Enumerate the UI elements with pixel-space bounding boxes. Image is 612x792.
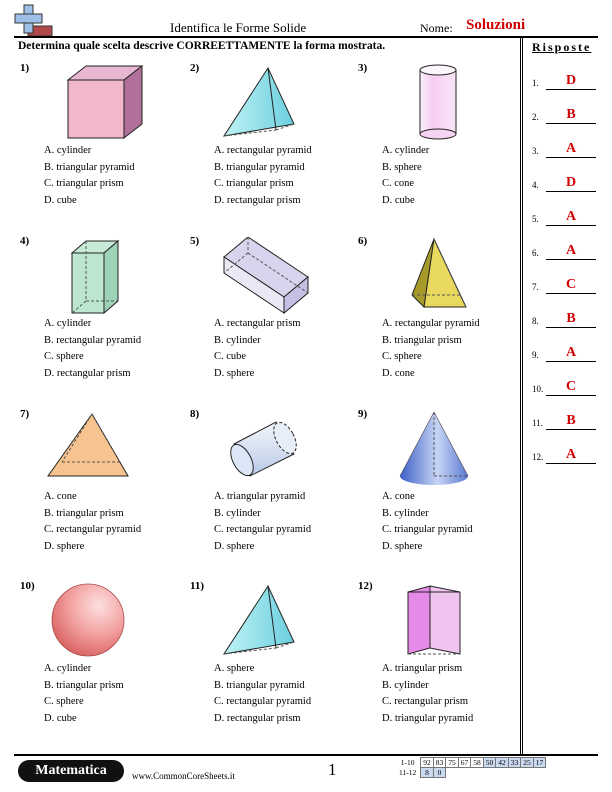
answer-option[interactable]: D. cube: [44, 712, 77, 724]
cube-figure: [34, 64, 144, 142]
answer-line: [546, 225, 596, 226]
answer-option[interactable]: C. sphere: [44, 351, 84, 362]
answer-number: 7.: [532, 282, 539, 292]
logo-icon: [14, 4, 54, 40]
answer-option[interactable]: C. cone: [382, 178, 415, 189]
answer-line: [546, 395, 596, 396]
answer-option[interactable]: D. rectangular prism: [44, 367, 131, 379]
answer-option[interactable]: C. triangular prism: [214, 178, 294, 189]
cylinder-figure: [204, 410, 314, 488]
answer-option[interactable]: A. cone: [44, 491, 77, 502]
name-value: Soluzioni: [466, 17, 526, 33]
answer-option[interactable]: C. cube: [214, 351, 247, 362]
answer-line: [546, 293, 596, 294]
answer-option[interactable]: B. triangular pyramid: [214, 679, 305, 691]
answer-line: [546, 463, 596, 464]
question-number: 7): [20, 408, 30, 420]
answer-option[interactable]: B. cylinder: [214, 334, 261, 346]
answer-option[interactable]: B. triangular prism: [44, 679, 124, 691]
answer-option[interactable]: D. rectangular prism: [214, 194, 301, 206]
triangular-prism-figure: [372, 582, 482, 660]
answer-option[interactable]: A. cylinder: [44, 145, 92, 156]
answers-title: Risposte: [532, 40, 592, 54]
answer-row: [532, 70, 596, 90]
answer-options: [382, 316, 480, 382]
answer-option[interactable]: A. sphere: [214, 663, 255, 674]
answer-option[interactable]: B. triangular prism: [382, 334, 462, 346]
answer-option[interactable]: C. sphere: [382, 351, 422, 362]
answer-row: [532, 410, 596, 430]
score-cell: 92: [421, 758, 434, 768]
answer-row: [532, 240, 596, 260]
answer-option[interactable]: C. rectangular pyramid: [44, 524, 142, 535]
question-7: [20, 408, 180, 568]
answer-option[interactable]: A. cylinder: [44, 663, 92, 674]
answer-row: [532, 376, 596, 396]
answer-line: [546, 327, 596, 328]
question-number: 6): [358, 235, 368, 247]
score-range-label: 1-10: [400, 758, 415, 767]
answer-line: [546, 361, 596, 362]
answer-option[interactable]: C. rectangular prism: [382, 696, 469, 707]
answer-option[interactable]: B. sphere: [382, 161, 422, 173]
answer-option[interactable]: B. triangular pyramid: [214, 161, 305, 173]
answer-value[interactable]: A: [565, 243, 577, 258]
answer-option[interactable]: C. rectangular pyramid: [214, 524, 312, 535]
answer-row: [532, 172, 596, 192]
answer-row: [532, 444, 596, 464]
question-number: 5): [190, 235, 200, 247]
answer-option[interactable]: A. triangular pyramid: [214, 491, 306, 502]
answer-option[interactable]: D. sphere: [214, 540, 255, 552]
answer-options: [382, 661, 473, 727]
score-row: [397, 768, 546, 778]
rectangular-prism-figure: [34, 237, 144, 315]
answer-options: [214, 489, 311, 555]
question-6: [358, 235, 518, 395]
score-cell: 50: [483, 758, 496, 768]
answer-number: 3.: [532, 146, 539, 156]
answer-option[interactable]: B. cylinder: [214, 507, 261, 519]
answer-number: 12.: [532, 452, 544, 462]
answer-options: [214, 316, 301, 382]
answer-option[interactable]: D. sphere: [214, 367, 255, 379]
score-range-label: 11-12: [399, 768, 417, 777]
answer-value[interactable]: B: [566, 413, 576, 428]
answer-option[interactable]: D. triangular pyramid: [382, 712, 474, 724]
answer-line: [546, 123, 596, 124]
question-number: 3): [358, 62, 368, 74]
answer-value[interactable]: A: [565, 447, 577, 462]
question-number: 9): [358, 408, 368, 420]
answer-option[interactable]: A. rectangular prism: [214, 318, 301, 329]
answer-row: [532, 206, 596, 226]
question-number: 2): [190, 62, 200, 74]
answer-option[interactable]: B. cylinder: [382, 679, 429, 691]
answer-options: [44, 661, 124, 727]
answer-option[interactable]: D. rectangular prism: [214, 712, 301, 724]
score-cell: 67: [458, 758, 471, 768]
answer-line: [546, 259, 596, 260]
answer-option[interactable]: A. rectangular pyramid: [382, 318, 480, 329]
footer-divider: [14, 754, 598, 756]
answer-options: [382, 489, 473, 555]
score-table: [397, 757, 546, 778]
answer-value[interactable]: A: [565, 141, 577, 156]
brand-badge: Matematica: [18, 760, 124, 782]
question-9: [358, 408, 518, 568]
answer-options: [214, 143, 312, 209]
score-cell: 8: [421, 768, 434, 778]
answer-line: [546, 89, 596, 90]
question-number: 8): [190, 408, 200, 420]
rectangular-pyramid-figure: [372, 237, 482, 315]
answer-column-divider: [520, 37, 523, 754]
answer-option[interactable]: A. cylinder: [382, 145, 430, 156]
answer-options: [382, 143, 429, 209]
question-1: [20, 62, 180, 222]
score-row: [397, 758, 546, 768]
triangular-pyramid-figure: [204, 64, 314, 142]
rectangular-pyramid-figure: [34, 410, 144, 488]
answer-option[interactable]: C. sphere: [44, 696, 84, 707]
triangular-pyramid-figure: [204, 582, 314, 660]
score-cell: 0: [433, 768, 446, 778]
answer-row: [532, 308, 596, 328]
answer-option[interactable]: C. triangular pyramid: [382, 524, 473, 535]
answer-row: [532, 274, 596, 294]
answer-option[interactable]: D. cube: [44, 194, 77, 206]
answer-option[interactable]: A. triangular prism: [382, 663, 463, 674]
cylinder-figure: [372, 64, 482, 142]
question-number: 1): [20, 62, 30, 74]
name-label: Nome:: [420, 21, 453, 35]
answer-value[interactable]: C: [565, 277, 577, 292]
score-cell: 42: [496, 758, 509, 768]
page-title: Identifica le Forme Solide: [170, 20, 307, 35]
answer-option[interactable]: D. cube: [382, 194, 415, 206]
rectangular-prism-figure: [204, 237, 314, 315]
answer-option[interactable]: A. cone: [382, 491, 415, 502]
question-3: [358, 62, 518, 222]
answer-option[interactable]: A. rectangular pyramid: [214, 145, 312, 156]
answer-value[interactable]: A: [565, 345, 577, 360]
sphere-figure: [34, 582, 144, 660]
answer-option[interactable]: A. cylinder: [44, 318, 92, 329]
question-12: [358, 580, 518, 740]
page-number: 1: [328, 760, 337, 779]
question-11: [190, 580, 350, 740]
answer-option[interactable]: B. triangular prism: [44, 507, 124, 519]
answer-number: 4.: [532, 180, 539, 190]
cone-figure: [372, 410, 482, 488]
answer-number: 9.: [532, 350, 539, 360]
answer-row: [532, 138, 596, 158]
answer-option[interactable]: D. sphere: [44, 540, 85, 552]
score-cell: 75: [446, 758, 459, 768]
score-cell: 25: [521, 758, 534, 768]
question-2: [190, 62, 350, 222]
website-link[interactable]: www.CommonCoreSheets.it: [132, 771, 235, 781]
answer-options: [44, 316, 141, 382]
answer-row: [532, 342, 596, 362]
question-8: [190, 408, 350, 568]
answer-value[interactable]: D: [565, 73, 577, 88]
answer-number: 2.: [532, 112, 539, 122]
answer-option[interactable]: D. sphere: [382, 540, 423, 552]
answer-number: 11.: [532, 418, 543, 428]
answer-option[interactable]: D. cone: [382, 367, 415, 379]
answer-number: 10.: [532, 384, 544, 394]
answer-value[interactable]: C: [565, 379, 577, 394]
answer-value[interactable]: B: [566, 311, 576, 326]
answer-option[interactable]: B. triangular pyramid: [44, 161, 135, 173]
answer-option[interactable]: B. rectangular pyramid: [44, 334, 142, 346]
question-4: [20, 235, 180, 395]
score-cell: 83: [433, 758, 446, 768]
answer-value[interactable]: A: [565, 209, 577, 224]
answer-line: [546, 429, 596, 430]
question-5: [190, 235, 350, 395]
question-10: [20, 580, 180, 740]
instructions: Determina quale scelta descrive CORREETTAMENTE la forma mostrata.: [18, 40, 386, 52]
score-cell: 17: [533, 758, 546, 768]
header-divider: [14, 36, 598, 38]
question-number: 12): [358, 580, 373, 592]
question-number: 10): [20, 580, 35, 592]
answer-line: [546, 157, 596, 158]
answer-number: 8.: [532, 316, 539, 326]
answer-number: 6.: [532, 248, 539, 258]
answer-option[interactable]: C. triangular prism: [44, 178, 124, 189]
answer-number: 5.: [532, 214, 539, 224]
answer-row: [532, 104, 596, 124]
answer-value[interactable]: D: [565, 175, 577, 190]
question-number: 11): [190, 580, 205, 592]
answer-options: [44, 143, 135, 209]
score-cell: 58: [471, 758, 484, 768]
answer-option[interactable]: C. rectangular pyramid: [214, 696, 312, 707]
answer-number: 1.: [532, 78, 539, 88]
score-cell: 33: [508, 758, 521, 768]
answer-value[interactable]: B: [566, 107, 576, 122]
answer-line: [546, 191, 596, 192]
answer-options: [44, 489, 141, 555]
answer-option[interactable]: B. cylinder: [382, 507, 429, 519]
question-number: 4): [20, 235, 30, 247]
answer-options: [214, 661, 311, 727]
